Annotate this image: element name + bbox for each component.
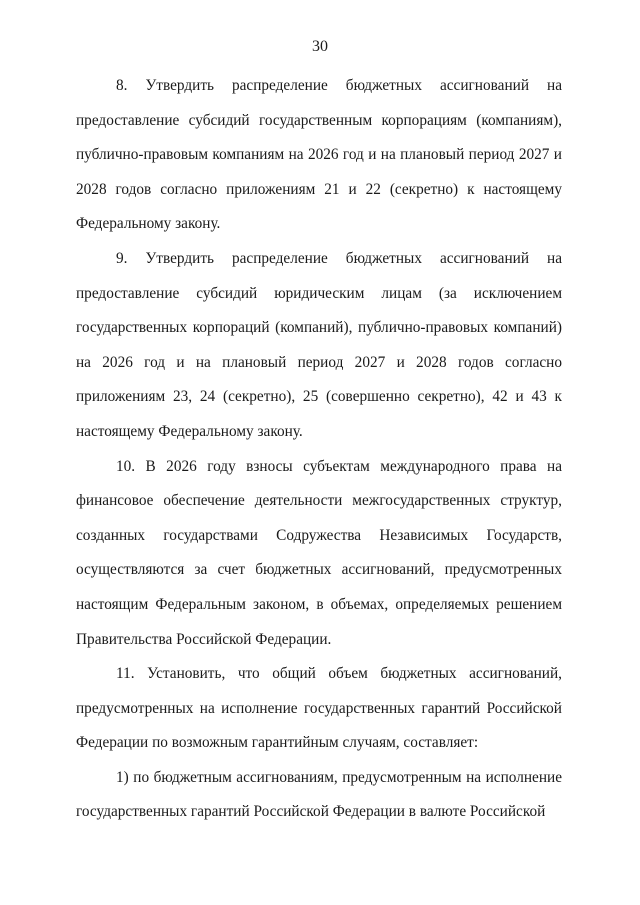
document-body: [76, 69, 562, 830]
paragraph-8: 8. Утвердить распределение бюджетных ассигнований на предоставление субсидий государственным корпорациям (компаниям), публично-правовым компаниям на 2026 год и на плановый период 2027 и 2028 годов согласно приложениям 21 и 22 (секретно) к настоящему Федеральному закону.: [76, 77, 562, 233]
paragraph-9: 9. Утвердить распределение бюджетных ассигнований на предоставление субсидий юридическим лицам (за исключением государственных корпораций (компаний), публично-правовых компаний) на 2026 год и на плановый период 2027 и 2028 годов согласно приложениям 23, 24 (секретно), 25 (совершенно секретно), 42 и 43 к настоящему Федеральному закону.: [76, 249, 562, 440]
page-number: 30: [312, 38, 328, 55]
paragraph-11: 11. Установить, что общий объем бюджетных ассигнований, предусмотренных на исполнение государственных гарантий Российской Федерации по возможным гарантийным случаям, составляет:: [76, 665, 562, 752]
paragraph-11-item-1: 1) по бюджетным ассигнованиям, предусмотренным на исполнение государственных гарантий Российской Федерации в валюте Российской: [76, 768, 562, 821]
paragraph-10: 10. В 2026 году взносы субъектам международного права на финансовое обеспечение деятельности межгосударственных структур, созданных государствами Содружества Независимых Государств, осуществляются за счет бюджетных ассигнований, предусмотренных настоящим Федеральным законом, в объемах, определяемых решением Правительства Российской Федерации.: [76, 457, 562, 648]
